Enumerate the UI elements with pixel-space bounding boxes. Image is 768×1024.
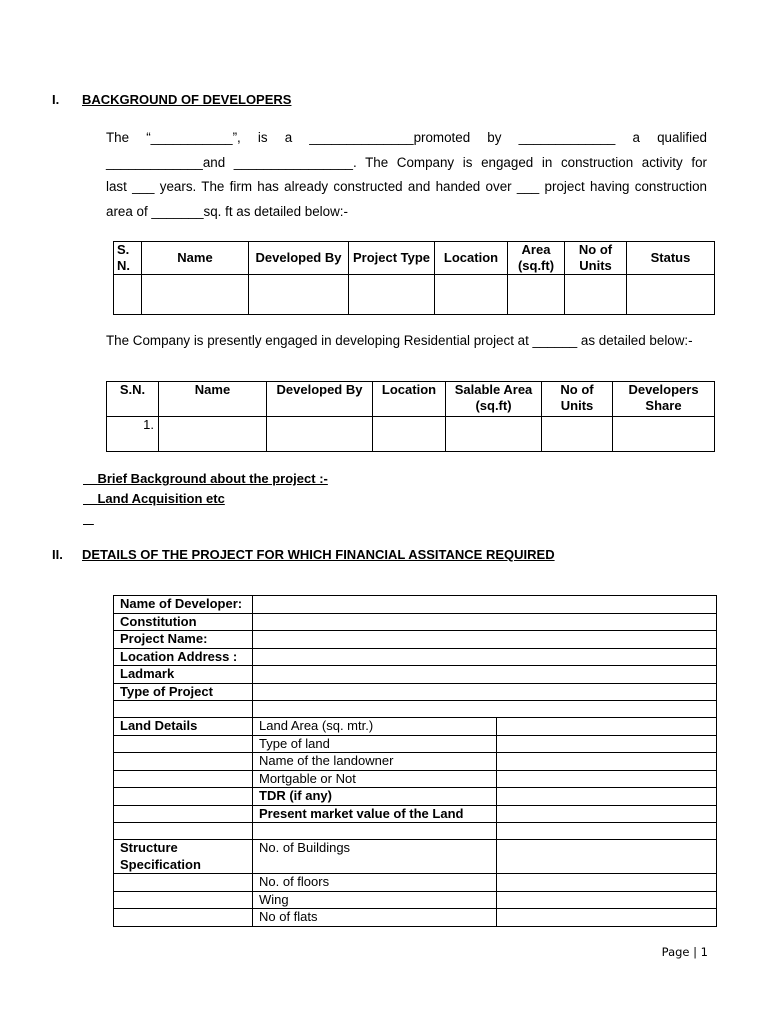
table-cell[interactable] <box>349 275 435 315</box>
page-number: Page | 1 <box>661 945 708 959</box>
table-row <box>114 683 717 701</box>
empty-cell <box>114 788 253 806</box>
item-label: Land Area (sq. mtr.) <box>253 718 497 736</box>
table-cell[interactable] <box>435 275 508 315</box>
value-cell[interactable] <box>497 718 717 736</box>
table-row <box>114 909 717 927</box>
table-cell[interactable] <box>542 417 613 452</box>
item-label: TDR (if any) <box>253 788 497 806</box>
col-header-developed-by: Developed By <box>249 242 349 275</box>
empty-cell <box>114 874 253 892</box>
table-row <box>114 718 717 736</box>
row-label-structure: Structure Specification <box>114 840 253 874</box>
intro-line: _____________and ________________. The Company is engaged in construction activity for <box>106 154 707 170</box>
table-row <box>114 275 715 315</box>
value-cell[interactable] <box>253 648 717 666</box>
value-cell[interactable] <box>497 840 717 874</box>
ongoing-projects-table <box>106 381 715 452</box>
item-label: Type of land <box>253 735 497 753</box>
table-row <box>114 666 717 684</box>
value-cell[interactable] <box>497 770 717 788</box>
empty-cell <box>114 701 253 718</box>
table-row <box>114 805 717 823</box>
item-label: Mortgable or Not <box>253 770 497 788</box>
section-title: BACKGROUND OF DEVELOPERS <box>82 92 292 107</box>
empty-cell <box>497 823 717 840</box>
empty-cell <box>114 805 253 823</box>
empty-cell <box>114 891 253 909</box>
table-cell[interactable] <box>508 275 565 315</box>
table-row <box>114 753 717 771</box>
table-row <box>114 788 717 806</box>
section-number: II. <box>52 547 63 562</box>
value-cell[interactable] <box>253 631 717 649</box>
col-header-salable-area: Salable Area (sq.ft) <box>446 382 542 417</box>
col-header-status: Status <box>627 242 715 275</box>
row-label-constitution: Constitution <box>114 613 253 631</box>
col-header-developers-share: Developers Share <box>613 382 715 417</box>
row-label-landmark: Ladmark <box>114 666 253 684</box>
table-row <box>114 891 717 909</box>
table-row-spacer <box>114 823 717 840</box>
row-label-project-type: Type of Project <box>114 683 253 701</box>
value-cell[interactable] <box>253 613 717 631</box>
value-cell[interactable] <box>497 909 717 927</box>
table-cell[interactable] <box>159 417 267 452</box>
value-cell[interactable] <box>253 666 717 684</box>
empty-cell <box>253 823 497 840</box>
table-row <box>114 874 717 892</box>
table-cell[interactable] <box>613 417 715 452</box>
item-label: No of flats <box>253 909 497 927</box>
table-cell[interactable] <box>249 275 349 315</box>
col-header-sn: S.N. <box>107 382 159 417</box>
table-cell[interactable] <box>142 275 249 315</box>
col-header-units: No of Units <box>565 242 627 275</box>
col-header-location: Location <box>435 242 508 275</box>
value-cell[interactable] <box>253 683 717 701</box>
table-row <box>114 613 717 631</box>
table-row <box>114 770 717 788</box>
ongoing-paragraph: The Company is presently engaged in developing Residential project at ______ as detailed below:- <box>106 333 693 348</box>
item-label: Present market value of the Land <box>253 805 497 823</box>
item-label: Wing <box>253 891 497 909</box>
section-heading-1 <box>52 92 291 107</box>
project-notes <box>83 469 328 529</box>
value-cell[interactable] <box>497 735 717 753</box>
intro-line: area of _______sq. ft as detailed below:- <box>106 203 348 219</box>
table-header-row <box>107 382 715 417</box>
value-cell[interactable] <box>497 891 717 909</box>
table-cell[interactable] <box>267 417 373 452</box>
table-row <box>114 631 717 649</box>
note-item <box>83 489 328 509</box>
section-heading-2 <box>52 547 555 562</box>
col-header-area: Area (sq.ft) <box>508 242 565 275</box>
table-row <box>114 735 717 753</box>
note-text: Brief Background about the project :- <box>97 471 328 486</box>
row-label-location: Location Address : <box>114 648 253 666</box>
table-row-spacer <box>114 701 717 718</box>
table-row <box>114 840 717 874</box>
intro-line: last ___ years. The firm has already constructed and handed over ___ project having construction <box>106 179 707 195</box>
section-number: I. <box>52 92 60 107</box>
col-header-name: Name <box>142 242 249 275</box>
row-label-land-details: Land Details <box>114 718 253 736</box>
col-header-developed-by: Developed By <box>267 382 373 417</box>
item-label: Name of the landowner <box>253 753 497 771</box>
table-cell[interactable] <box>565 275 627 315</box>
table-cell[interactable] <box>373 417 446 452</box>
value-cell[interactable] <box>497 753 717 771</box>
table-row <box>114 648 717 666</box>
table-header-row <box>114 242 715 275</box>
table-cell-sn: 1. <box>107 417 159 452</box>
empty-cell <box>114 753 253 771</box>
value-cell[interactable] <box>497 874 717 892</box>
table-cell[interactable] <box>446 417 542 452</box>
col-header-sn: S. N. <box>114 242 142 275</box>
empty-cell <box>114 909 253 927</box>
table-cell[interactable] <box>627 275 715 315</box>
table-row <box>107 417 715 452</box>
empty-cell <box>114 770 253 788</box>
empty-cell <box>253 701 717 718</box>
col-header-units: No of Units <box>542 382 613 417</box>
col-header-project-type: Project Type <box>349 242 435 275</box>
intro-paragraph <box>106 126 707 224</box>
completed-projects-table <box>113 241 715 315</box>
project-details-table <box>113 595 717 927</box>
table-cell[interactable] <box>114 275 142 315</box>
note-text: Land Acquisition etc <box>97 491 225 506</box>
value-cell[interactable] <box>497 788 717 806</box>
note-item <box>83 509 328 529</box>
col-header-name: Name <box>159 382 267 417</box>
empty-cell <box>114 823 253 840</box>
value-cell[interactable] <box>253 596 717 614</box>
col-header-location: Location <box>373 382 446 417</box>
empty-cell <box>114 735 253 753</box>
item-label: No. of floors <box>253 874 497 892</box>
value-cell[interactable] <box>497 805 717 823</box>
note-item <box>83 469 328 489</box>
section-title: DETAILS OF THE PROJECT FOR WHICH FINANCIAL ASSITANCE REQUIRED <box>82 547 555 562</box>
row-label-developer: Name of Developer: <box>114 596 253 614</box>
table-row <box>114 596 717 614</box>
item-label: No. of Buildings <box>253 840 497 874</box>
intro-line: The “___________”, is a ______________promoted by _____________ a qualified <box>106 130 707 145</box>
row-label-project-name: Project Name: <box>114 631 253 649</box>
